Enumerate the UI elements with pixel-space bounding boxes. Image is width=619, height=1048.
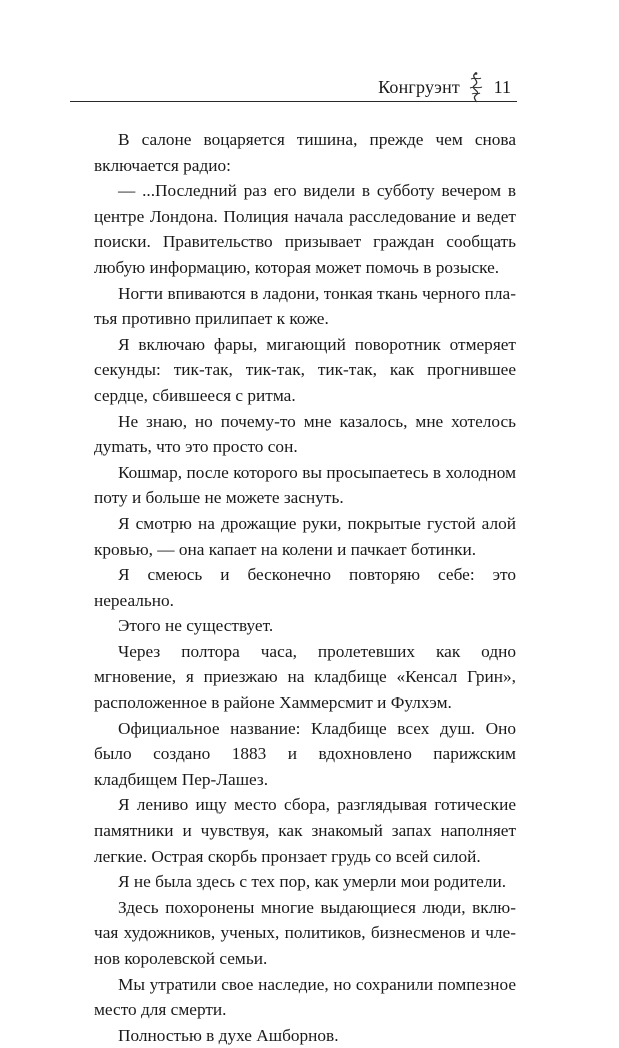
- paragraph: Здесь похоронены многие выдающиеся люди, включая художников, ученых, политиков, бизнесменов и членов королевской семьи.: [94, 897, 516, 968]
- paragraph: Я смеюсь и бесконечно повторяю себе: это нереально.: [94, 565, 516, 610]
- paragraph: Я включаю фары, мигающий поворотник отмеряет секунды: тик-так, тик-так, тик-так, как прогнившее сердце, сбившееся с ритма.: [94, 334, 516, 405]
- paragraph: Я смотрю на дрожащие руки, покрытые густой алой кровью, — она капает на колени и пачкает ботинки.: [94, 513, 516, 559]
- flourish-icon: [465, 71, 487, 103]
- paragraph: Полностью в духе Ашборнов.: [118, 1025, 339, 1045]
- paragraph: Ногти впиваются в ладони, тонкая ткань черного платья противно прилипает к коже.: [94, 283, 516, 329]
- paragraph: Мы утратили свое наследие, но сохранили помпезное место для смерти.: [94, 974, 516, 1020]
- running-header: [70, 74, 517, 104]
- paragraph: Этого не существует.: [118, 616, 274, 636]
- page-number: 11: [493, 77, 511, 97]
- paragraph: Официальное название: Кладбище всех душ. Оно было создано 1883 и вдохновлено парижским кладбищем Пер-Лашез.: [94, 718, 516, 789]
- paragraph: Не знаю, но почему-то мне казалось, мне хотелось дуmать, что это просто сон.: [94, 411, 516, 457]
- paragraph: Через полтора часа, пролетевших как одно мгновение, я приезжаю на кладбище «Кенсал Грин», расположенное в районе Хаммерсмит и Фулхэм.: [94, 641, 516, 713]
- body-text: [94, 127, 516, 1048]
- running-title: Конгруэнт: [378, 77, 460, 97]
- paragraph: В салоне воцаряется тишина, прежде чем снова включается радио:: [94, 130, 516, 175]
- paragraph: Я лениво ищу место сбора, разглядывая готические памятники и чувствуя, как знакомый запах наполняет легкие. Острая скорбь пронзает грудь со всей силой.: [94, 795, 516, 866]
- paragraph: Кошмар, после которого вы просыпаетесь в холодном поту и больше не можете заснуть.: [94, 462, 516, 508]
- header-rule: [70, 101, 517, 102]
- paragraph: Я не была здесь с тех пор, как умерли мои родители.: [118, 872, 507, 892]
- paragraph: — ...Последний раз его видели в субботу вечером в центре Лондона. Полиция начала расследование и ведет поиски. Правительство призывает граждан сообщать любую информацию, которая может помочь в розыске.: [94, 181, 516, 277]
